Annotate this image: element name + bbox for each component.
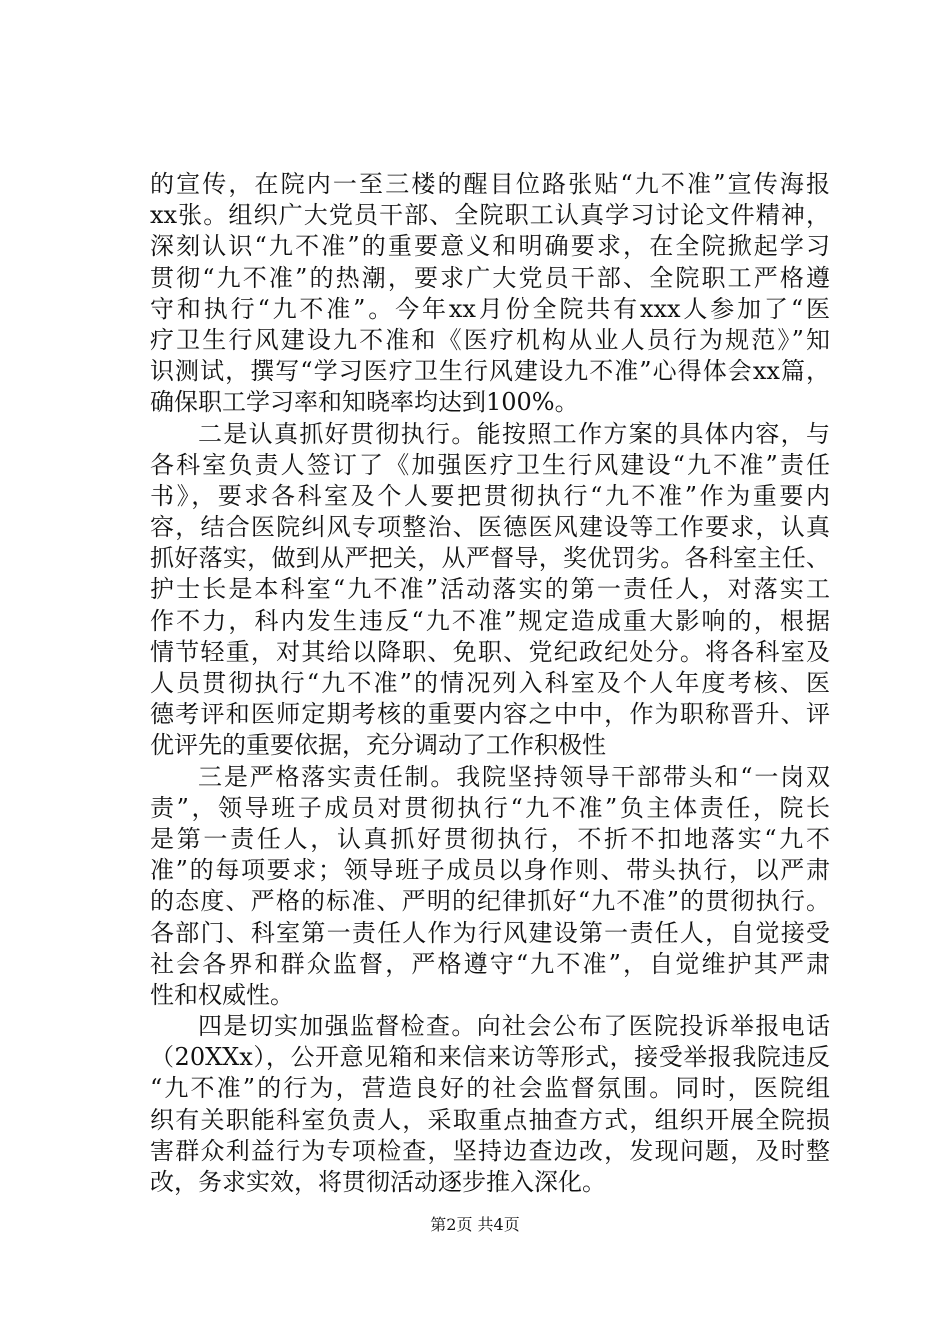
text-line: 各科室负责人签订了《加强医疗卫生行风建设“九不准”责任	[150, 450, 830, 479]
text-line: 二是认真抓好贯彻执行。能按照工作方案的具体内容，与	[198, 419, 830, 448]
text-line: 害群众利益行为专项检查，坚持边查边改，发现问题，及时整	[150, 1136, 830, 1165]
text-line: 性和权威性。	[150, 980, 294, 1009]
text-line: 织有关职能科室负责人，采取重点抽查方式，组织开展全院损	[150, 1105, 830, 1134]
text-line: 作不力，科内发生违反“九不准”规定造成重大影响的，根据	[150, 606, 830, 635]
text-line: 人员贯彻执行“九不准”的情况列入科室及个人年度考核、医	[150, 669, 830, 697]
text-line: 抓好落实，做到从严把关，从严督导，奖优罚劣。各科室主任、	[150, 544, 830, 573]
text-line: 书》，要求各科室及个人要把贯彻执行“九不准”作为重要内	[150, 481, 830, 510]
text-line: 疗卫生行风建设九不准和《医疗机构从业人员行为规范》”知	[150, 325, 830, 354]
document-body	[150, 169, 830, 1198]
text-line: 准”的每项要求；领导班子成员以身作则、带头执行，以严肃	[150, 856, 830, 885]
text-line: xx张。组织广大党员干部、全院职工认真学习讨论文件精神，	[150, 201, 830, 230]
text-line: 责”，领导班子成员对贯彻执行“九不准”负主体责任，院长	[150, 793, 830, 822]
text-line: “九不准”的行为，营造良好的社会监督氛围。同时，医院组	[150, 1074, 830, 1103]
text-line: 优评先的重要依据，充分调动了工作积极性	[150, 731, 606, 760]
text-line: 情节轻重，对其给以降职、免职、党纪政纪处分。将各科室及	[150, 637, 830, 666]
text-line: 三是严格落实责任制。我院坚持领导干部带头和“一岗双	[198, 762, 830, 791]
text-line: 护士长是本科室“九不准”活动落实的第一责任人，对落实工	[150, 575, 830, 604]
text-line: 德考评和医师定期考核的重要内容之中中，作为职称晋升、评	[150, 700, 830, 729]
text-line: 是第一责任人，认真抓好贯彻执行，不折不扣地落实“九不	[150, 824, 830, 853]
text-line: 四是切实加强监督检查。向社会公布了医院投诉举报电话	[198, 1012, 830, 1041]
text-line: 各部门、科室第一责任人作为行风建设第一责任人，自觉接受	[150, 918, 830, 947]
text-line: 识测试，撰写“学习医疗卫生行风建设九不准”心得体会xx篇，	[150, 357, 830, 386]
text-line: 的态度、严格的标准、严明的纪律抓好“九不准”的贯彻执行。	[150, 887, 830, 916]
text-line: 贯彻“九不准”的热潮，要求广大党员干部、全院职工严格遵	[150, 263, 830, 292]
text-line: 深刻认识“九不准”的重要意义和明确要求，在全院掀起学习	[150, 232, 830, 261]
text-line: 容，结合医院纠风专项整治、医德医风建设等工作要求，认真	[150, 513, 830, 542]
page-footer: 第2页 共4页	[430, 1215, 520, 1234]
text-line: （20XXx），公开意见箱和来信来访等形式，接受举报我院违反	[150, 1043, 830, 1072]
text-line: 的宣传，在院内一至三楼的醒目位路张贴“九不准”宣传海报	[150, 170, 830, 198]
text-line: 守和执行“九不准”。今年xx月份全院共有xxx人参加了“医	[150, 294, 830, 323]
text-line: 改，务求实效，将贯彻活动逐步推入深化。	[150, 1168, 606, 1196]
text-line: 确保职工学习率和知晓率均达到100%。	[150, 388, 579, 417]
text-line: 社会各界和群众监督，严格遵守“九不准”，自觉维护其严肃	[150, 949, 830, 978]
